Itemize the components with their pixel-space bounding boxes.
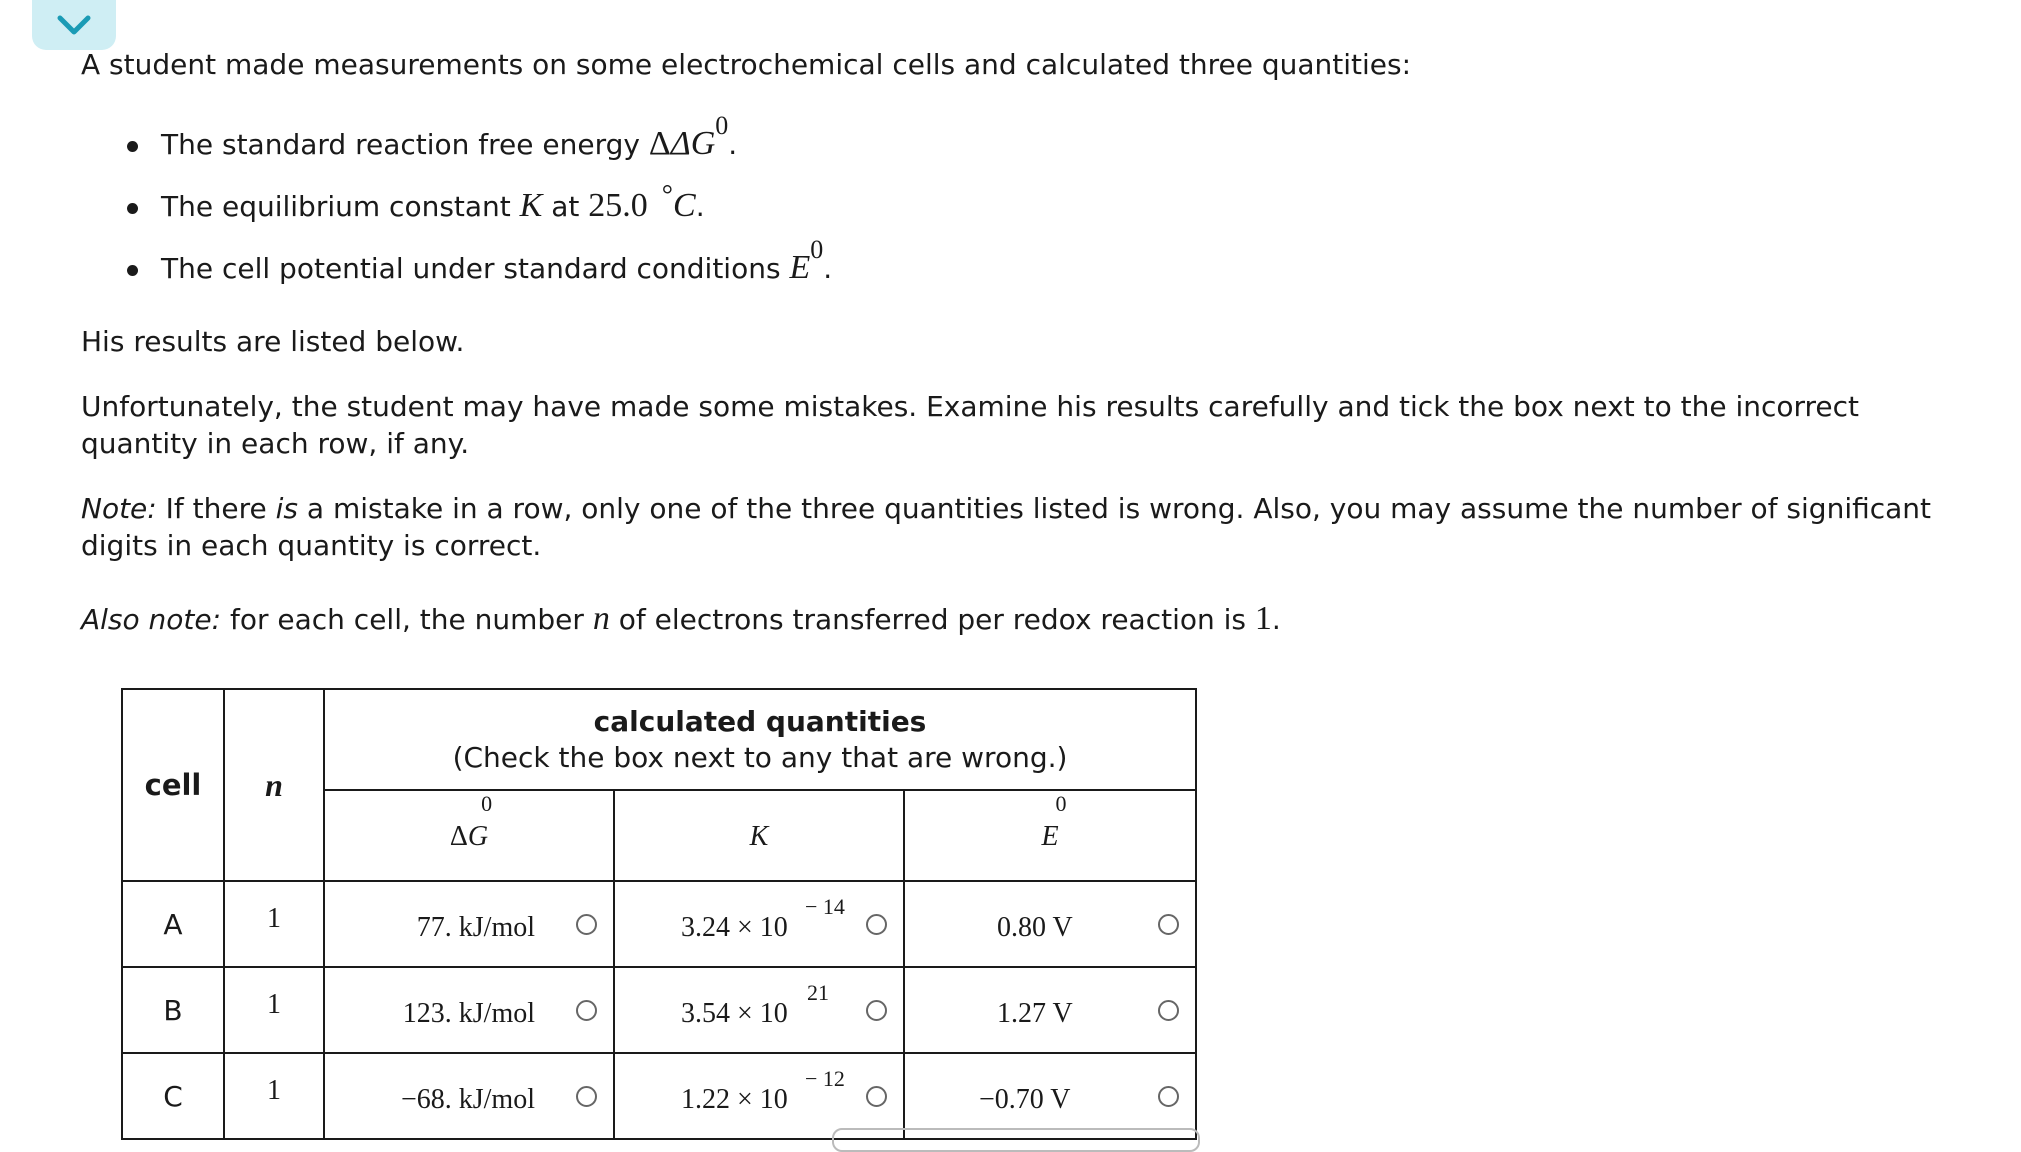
delta-g-cell: −68. kJ/mol xyxy=(324,1053,614,1139)
col-header-n: n xyxy=(224,689,324,881)
k-wrong-checkbox[interactable] xyxy=(866,914,887,935)
col-header-e: E 0 xyxy=(904,790,1196,881)
n-value: 1 xyxy=(224,1053,324,1139)
collapse-toggle-button[interactable] xyxy=(32,0,116,50)
note-text: Note: If there is a mistake in a row, only one of the three quantities listed is wrong. Also, you may assume the number of significant digits in each quantity is correct. xyxy=(81,492,1932,562)
col-header-delta-g: ΔG 0 xyxy=(324,790,614,881)
table-row xyxy=(122,1053,1196,1139)
e-wrong-checkbox[interactable] xyxy=(1158,1000,1179,1021)
delta-g-symbol: ΔΔG xyxy=(648,125,716,162)
delta-g-cell: 77. kJ/mol xyxy=(324,881,614,967)
col-header-calculated: calculated quantities (Check the box next to any that are wrong.) xyxy=(324,689,1196,790)
list-item-equilibrium-constant: The equilibrium constant K at 25.0 °C. xyxy=(161,175,1981,237)
results-table xyxy=(121,688,1197,1140)
e-wrong-checkbox[interactable] xyxy=(1158,1086,1179,1107)
cell-label: A xyxy=(122,881,224,967)
e-wrong-checkbox[interactable] xyxy=(1158,914,1179,935)
degree-symbol: ° xyxy=(661,180,673,211)
chevron-down-icon xyxy=(56,14,92,36)
col-header-cell: cell xyxy=(122,689,224,881)
question-content xyxy=(81,46,1981,638)
k-cell: 3.24 × 10 − 14 xyxy=(614,881,904,967)
cell-label: C xyxy=(122,1053,224,1139)
delta-g-wrong-checkbox[interactable] xyxy=(576,1000,597,1021)
n-value: 1 xyxy=(224,881,324,967)
intro-text: A student made measurements on some electrochemical cells and calculated three quantities: xyxy=(81,48,1412,81)
k-cell: 1.22 × 10 − 12 xyxy=(614,1053,904,1139)
e-cell: 0.80 V xyxy=(904,881,1196,967)
cell-label: B xyxy=(122,967,224,1053)
temperature-value: 25.0 xyxy=(588,187,648,224)
list-item-cell-potential: The cell potential under standard conditions E0. xyxy=(161,237,1981,299)
k-wrong-checkbox[interactable] xyxy=(866,1086,887,1107)
instructions-text: Unfortunately, the student may have made some mistakes. Examine his results carefully and tick the box next to the incorrect quantity in each row, if any. xyxy=(81,390,1860,460)
delta-g-wrong-checkbox[interactable] xyxy=(576,914,597,935)
col-header-k: K xyxy=(614,790,904,881)
k-wrong-checkbox[interactable] xyxy=(866,1000,887,1021)
list-item-free-energy: The standard reaction free energy ΔΔG0. xyxy=(161,113,1981,175)
results-text: His results are listed below. xyxy=(81,325,465,358)
delta-g-cell: 123. kJ/mol xyxy=(324,967,614,1053)
k-symbol: K xyxy=(519,187,543,224)
e-symbol: E xyxy=(789,249,811,286)
temperature-unit: C xyxy=(673,187,696,224)
quantity-list xyxy=(81,113,1981,299)
k-cell: 3.54 × 10 21 xyxy=(614,967,904,1053)
bottom-panel-edge xyxy=(832,1128,1200,1152)
delta-g-wrong-checkbox[interactable] xyxy=(576,1086,597,1107)
n-value: 1 xyxy=(224,967,324,1053)
table-row xyxy=(122,967,1196,1053)
also-note-text: Also note: for each cell, the number n of electrons transferred per redox reaction is 1. xyxy=(81,600,1281,637)
table-row xyxy=(122,881,1196,967)
e-cell: 1.27 V xyxy=(904,967,1196,1053)
e-cell: −0.70 V xyxy=(904,1053,1196,1139)
